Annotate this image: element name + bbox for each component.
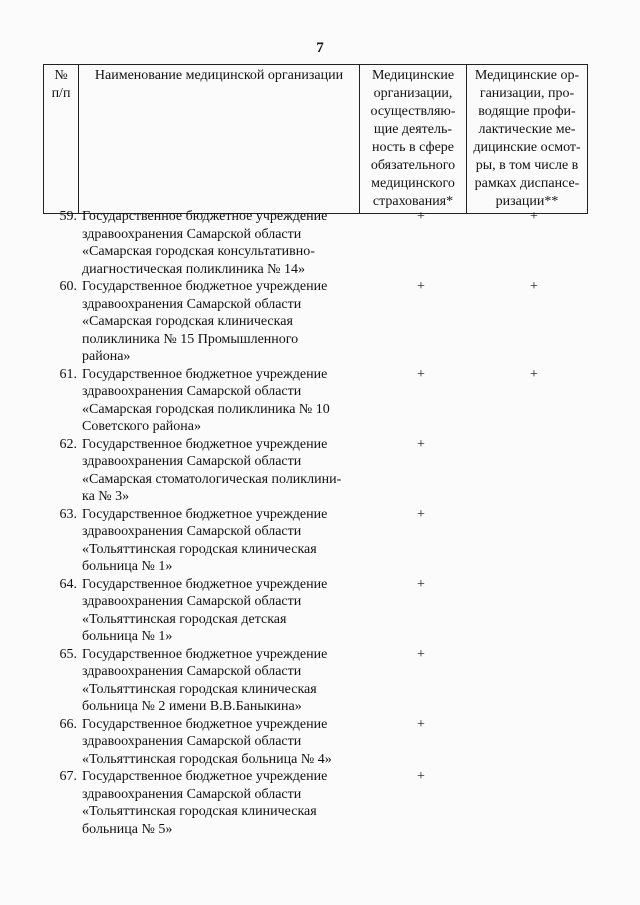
organization-name-line: «Тольяттинская городская больница № 4»: [82, 751, 332, 767]
oms-mark: +: [417, 506, 425, 522]
organization-name-line: Государственное бюджетное учреждение: [82, 209, 328, 224]
organization-name-line: «Тольяттинская городская клиническая: [82, 681, 317, 697]
header-oms-line: медицинского: [371, 176, 455, 191]
organization-name: [82, 278, 366, 366]
organization-name-line: района»: [82, 349, 131, 364]
organization-name-line: здравоохранения Самарской области: [82, 786, 302, 802]
prof-mark: [477, 716, 591, 769]
header-prof-line: дицинские осмот-: [473, 140, 581, 155]
organization-name-line: больница № 5»: [82, 821, 173, 837]
prof-mark: +: [530, 209, 538, 224]
organization-name-line: Государственное бюджетное учреждение: [82, 716, 328, 732]
organization-name-line: здравоохранения Самарской области: [82, 384, 302, 399]
header-num: № п/п: [44, 65, 79, 214]
header-oms-line: ность в сфере: [371, 140, 455, 155]
header-oms-line: Медицинские: [371, 68, 455, 83]
organizations-list: [43, 208, 603, 838]
organization-name-line: здравоохранения Самарской области: [82, 226, 302, 242]
organization-name: [82, 646, 366, 716]
header-prof-line: водящие профи-: [478, 104, 576, 119]
table-row: [43, 506, 603, 576]
header-name: Наименование медицинской организации: [79, 65, 360, 214]
row-number: 64.: [59, 576, 77, 592]
organization-name: [82, 436, 366, 506]
header-prof: [467, 65, 588, 214]
row-number: 60.: [59, 279, 77, 294]
organization-name-line: Государственное бюджетное учреждение: [82, 769, 328, 784]
organization-name-line: больница № 1»: [82, 629, 173, 644]
organization-name-line: Государственное бюджетное учреждение: [82, 366, 328, 382]
row-number: 59.: [59, 209, 77, 224]
header-oms-line: страхования*: [372, 194, 454, 209]
table-row: [43, 576, 603, 646]
organization-name-line: Советского района»: [82, 419, 201, 434]
table-header: [43, 64, 588, 214]
table-row: [43, 716, 603, 769]
organization-name-line: здравоохранения Самарской области: [82, 734, 302, 749]
organization-name-line: Государственное бюджетное учреждение: [82, 646, 328, 662]
table-row: [43, 768, 603, 838]
table-row: [43, 366, 603, 436]
organization-name-line: Государственное бюджетное учреждение: [82, 436, 328, 452]
row-number: 61.: [59, 366, 77, 382]
organization-name: [82, 768, 366, 838]
organization-name: [82, 366, 366, 436]
header-oms-line: осуществляю-: [370, 104, 456, 119]
oms-mark: +: [417, 646, 425, 662]
organization-name-line: здравоохранения Самарской области: [82, 594, 302, 609]
row-number: 62.: [59, 436, 77, 452]
header-oms-line: обязательного: [370, 158, 456, 173]
prof-mark: [477, 646, 591, 716]
header-prof-line: ганизации, про-: [479, 86, 575, 101]
header-oms: [360, 65, 467, 214]
organization-name-line: Государственное бюджетное учреждение: [82, 506, 328, 522]
organization-name-line: «Самарская городская поликлиника № 10: [82, 401, 330, 417]
organization-name-line: больница № 1»: [82, 559, 173, 574]
oms-mark: +: [417, 436, 425, 452]
prof-mark: [477, 576, 591, 646]
organization-name-line: «Самарская городская клиническая: [82, 314, 293, 329]
organization-name: [82, 576, 366, 646]
organization-name-line: здравоохранения Самарской области: [82, 454, 302, 469]
prof-mark: [477, 768, 591, 838]
page-number: 7: [316, 40, 324, 56]
oms-mark: +: [417, 769, 425, 784]
organization-name-line: «Самарская стоматологическая поликлини-: [82, 471, 342, 487]
organization-name: [82, 208, 366, 278]
prof-mark: +: [530, 279, 538, 294]
header-prof-line: ризации**: [495, 194, 559, 209]
header-prof-line: ры, в том числе в: [475, 158, 579, 173]
organization-name-line: «Тольяттинская городская детская: [82, 611, 287, 627]
prof-mark: [477, 506, 591, 576]
header-prof-line: лактические ме-: [478, 122, 576, 137]
organization-name-line: Государственное бюджетное учреждение: [82, 279, 328, 294]
organization-name-line: диагностическая поликлиника № 14»: [82, 261, 306, 277]
table-row: [43, 278, 603, 366]
organization-name-line: «Тольяттинская городская клиническая: [82, 804, 317, 819]
row-number: 63.: [59, 506, 77, 522]
prof-mark: [477, 436, 591, 506]
organization-name: [82, 506, 366, 576]
organization-name-line: поликлиника № 15 Промышленного: [82, 331, 299, 347]
header-prof-line: рамках диспансе-: [474, 176, 580, 191]
organization-name-line: здравоохранения Самарской области: [82, 664, 302, 679]
header-prof-line: Медицинские ор-: [474, 68, 580, 83]
organization-name-line: ка № 3»: [82, 489, 130, 504]
header-oms-line: щие деятель-: [373, 122, 453, 137]
table-row: [43, 208, 603, 278]
organization-name-line: «Тольяттинская городская клиническая: [82, 541, 317, 557]
organization-name-line: больница № 2 имени В.В.Баныкина»: [82, 699, 302, 714]
oms-mark: +: [417, 366, 425, 382]
row-number: 67.: [59, 769, 77, 784]
row-number: 66.: [59, 716, 77, 732]
prof-mark: +: [530, 366, 538, 382]
table-row: [43, 646, 603, 716]
header-oms-line: организации,: [373, 86, 453, 101]
organization-name-line: здравоохранения Самарской области: [82, 296, 302, 312]
row-number: 65.: [59, 646, 77, 662]
organization-name: [82, 716, 366, 769]
organization-name-line: «Самарская городская консультативно-: [82, 244, 315, 259]
oms-mark: +: [417, 576, 425, 592]
table-row: [43, 436, 603, 506]
oms-mark: +: [417, 209, 425, 224]
organization-name-line: Государственное бюджетное учреждение: [82, 576, 328, 592]
oms-mark: +: [417, 716, 425, 732]
oms-mark: +: [417, 279, 425, 294]
organization-name-line: здравоохранения Самарской области: [82, 524, 302, 539]
